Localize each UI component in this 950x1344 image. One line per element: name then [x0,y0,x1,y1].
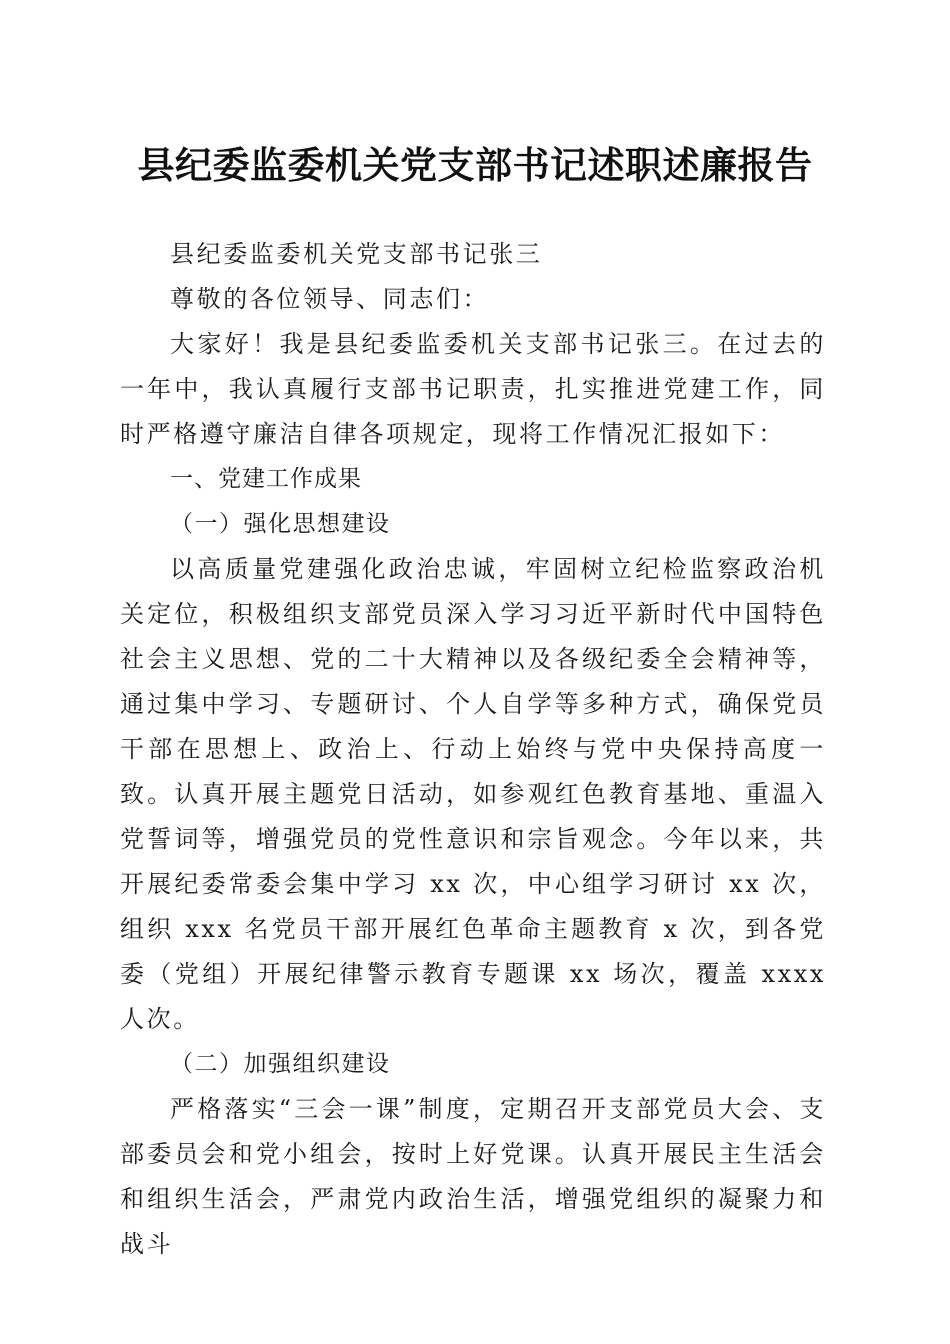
document-title: 县纪委监委机关党支部书记述职述廉报告 [137,143,813,187]
section-heading-1: 一、党建工作成果 [170,466,362,492]
subsection-paragraph-2: 严格落实“三会一课”制度，定期召开支部党员大会、支部委员会和党小组会，按时上好党课。认真开展民主生活会和组织生活会，严肃党内政治生活，增强党组织的凝聚力和战斗 [120,1095,826,1258]
document-body [120,232,826,1267]
author-line: 县纪委监委机关党支部书记张三 [170,240,543,268]
subsection-heading-2: （二）加强组织建设 [170,1051,391,1077]
salutation: 尊敬的各位领导、同志们： [170,285,490,313]
intro-paragraph: 大家好！我是县纪委监委机关支部书记张三。在过去的一年中，我认真履行支部书记职责，扎实推进党建工作，同时严格遵守廉洁自律各项规定，现将工作情况汇报如下： [120,330,826,448]
subsection-paragraph-1: 以高质量党建强化政治忠诚，牢固树立纪检监察政治机关定位，积极组织支部党员深入学习习近平新时代中国特色社会主义思想、党的二十大精神以及各级纪委全会精神等，通过集中学习、专题研讨、个人自学等多种方式，确保党员干部在思想上、政治上、行动上始终与党中央保持高度一致。认真开展主题党日活动，如参观红色教育基地、重温入党誓词等，增强党员的党性意识和宗旨观念。今年以来，共开展纪委常委会集中学习 xx 次，中心组学习研讨 xx 次，组织 xxx 名党员干部开展红色革命主题教育 x 次，到各党委（党组）开展纪律警示教育专题课 xx 场次，覆盖 xxxx 人次。 [120,555,826,1033]
subsection-heading-1: （一）强化思想建设 [170,511,391,537]
